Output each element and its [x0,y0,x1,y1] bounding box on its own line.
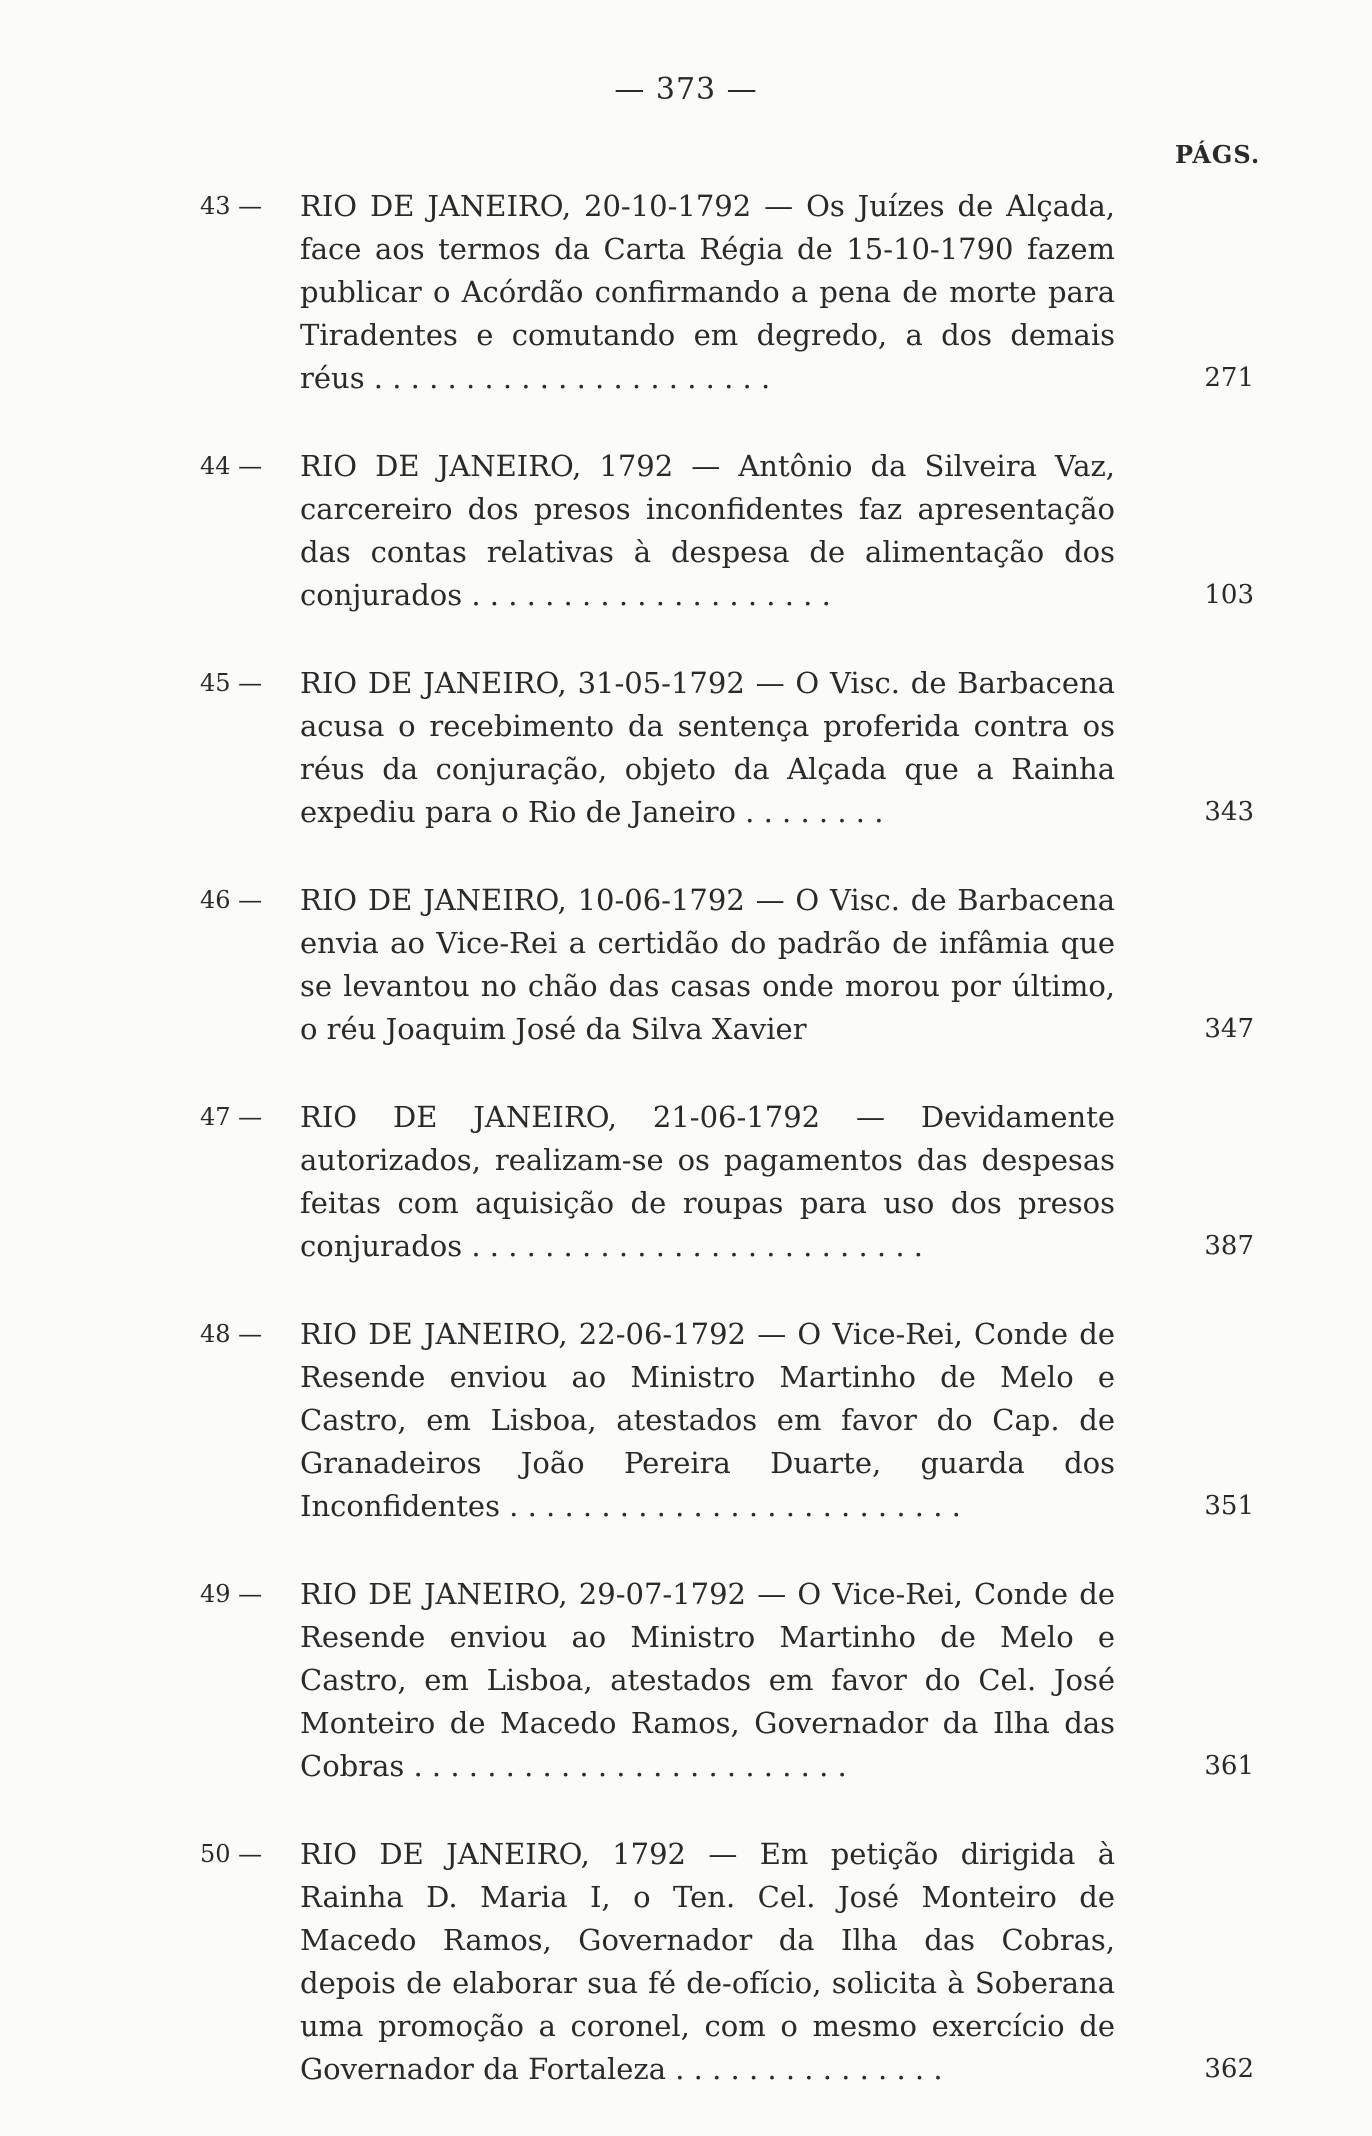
entry-page-reference: 343 [1204,797,1254,827]
index-entry [0,1833,1372,2091]
entry-number: 49 — [200,1580,263,1608]
index-entry [0,662,1372,834]
entry-description: RIO DE JANEIRO, 22-06-1792 — O Vice-Rei, Conde de Resende enviou ao Ministro Martinho de Melo e Castro, em Lisboa, atestados em favor do Cap. de Granadeiros João Pereira Duarte, guarda dos Inconfidentes . . . . . . . . . . . . . . . . . . . . . . . . . [300,1317,1115,1523]
entry-page-reference: 271 [1204,363,1254,393]
entry-number: 44 — [200,452,263,480]
entry-description: RIO DE JANEIRO, 31-05-1792 — O Visc. de Barbacena acusa o recebimento da sentença proferida contra os réus da conjuração, objeto da Alçada que a Rainha expediu para o Rio de Janeiro . . . . . . . . [300,666,1115,829]
entry-description: RIO DE JANEIRO, 1792 — Antônio da Silveira Vaz, carcereiro dos presos inconfidentes faz apresentação das contas relativas à despesa de alimentação dos conjurados . . . . . . . . . . . . . . . . . . . . [300,449,1115,612]
index-entry [0,1313,1372,1528]
index-entry [0,185,1372,400]
entry-page-reference: 351 [1204,1491,1254,1521]
index-entry [0,1096,1372,1268]
entry-number: 47 — [200,1103,263,1131]
entry-page-reference: 347 [1204,1014,1254,1044]
index-entry [0,1573,1372,1788]
entry-number: 48 — [200,1320,263,1348]
entry-description: RIO DE JANEIRO, 29-07-1792 — O Vice-Rei, Conde de Resende enviou ao Ministro Martinho de Melo e Castro, em Lisboa, atestados em favor do Cel. José Monteiro de Macedo Ramos, Governador da Ilha das Cobras . . . . . . . . . . . . . . . . . . . . . . . . [300,1577,1115,1783]
entry-number: 50 — [200,1840,263,1868]
entry-description: RIO DE JANEIRO, 1792 — Em petição dirigida à Rainha D. Maria I, o Ten. Cel. José Monteiro de Macedo Ramos, Governador da Ilha das Cobras, depois de elaborar sua fé de-ofício, solicita à Soberana uma promoção a coronel, com o mesmo exercício de Governador da Fortaleza . . . . . . . . . . . . . . . [300,1837,1115,2086]
entry-page-reference: 103 [1204,580,1254,610]
page-number: — 373 — [614,72,758,107]
index-entry [0,445,1372,617]
entry-number: 43 — [200,192,263,220]
pages-column-header: PÁGS. [1175,140,1261,169]
index-entry [0,879,1372,1051]
entry-number: 45 — [200,669,263,697]
entry-page-reference: 387 [1204,1231,1254,1261]
entry-page-reference: 361 [1204,1751,1254,1781]
entry-description: RIO DE JANEIRO, 21-06-1792 — Devidamente autorizados, realizam-se os pagamentos das despesas feitas com aquisição de roupas para uso dos presos conjurados . . . . . . . . . . . . . . . . . . . . . . . . . [300,1100,1115,1263]
document-index [0,185,1372,2136]
entry-number: 46 — [200,886,263,914]
entry-description: RIO DE JANEIRO, 10-06-1792 — O Visc. de Barbacena envia ao Vice-Rei a certidão do padrão de infâmia que se levantou no chão das casas onde morou por último, o réu Joaquim José da Silva Xavier [300,883,1115,1046]
entry-page-reference: 362 [1204,2054,1254,2084]
entry-description: RIO DE JANEIRO, 20-10-1792 — Os Juízes de Alçada, face aos termos da Carta Régia de 15-10-1790 fazem publicar o Acórdão confirmando a pena de morte para Tiradentes e comutando em degredo, a dos demais réus . . . . . . . . . . . . . . . . . . . . . . [300,189,1115,395]
